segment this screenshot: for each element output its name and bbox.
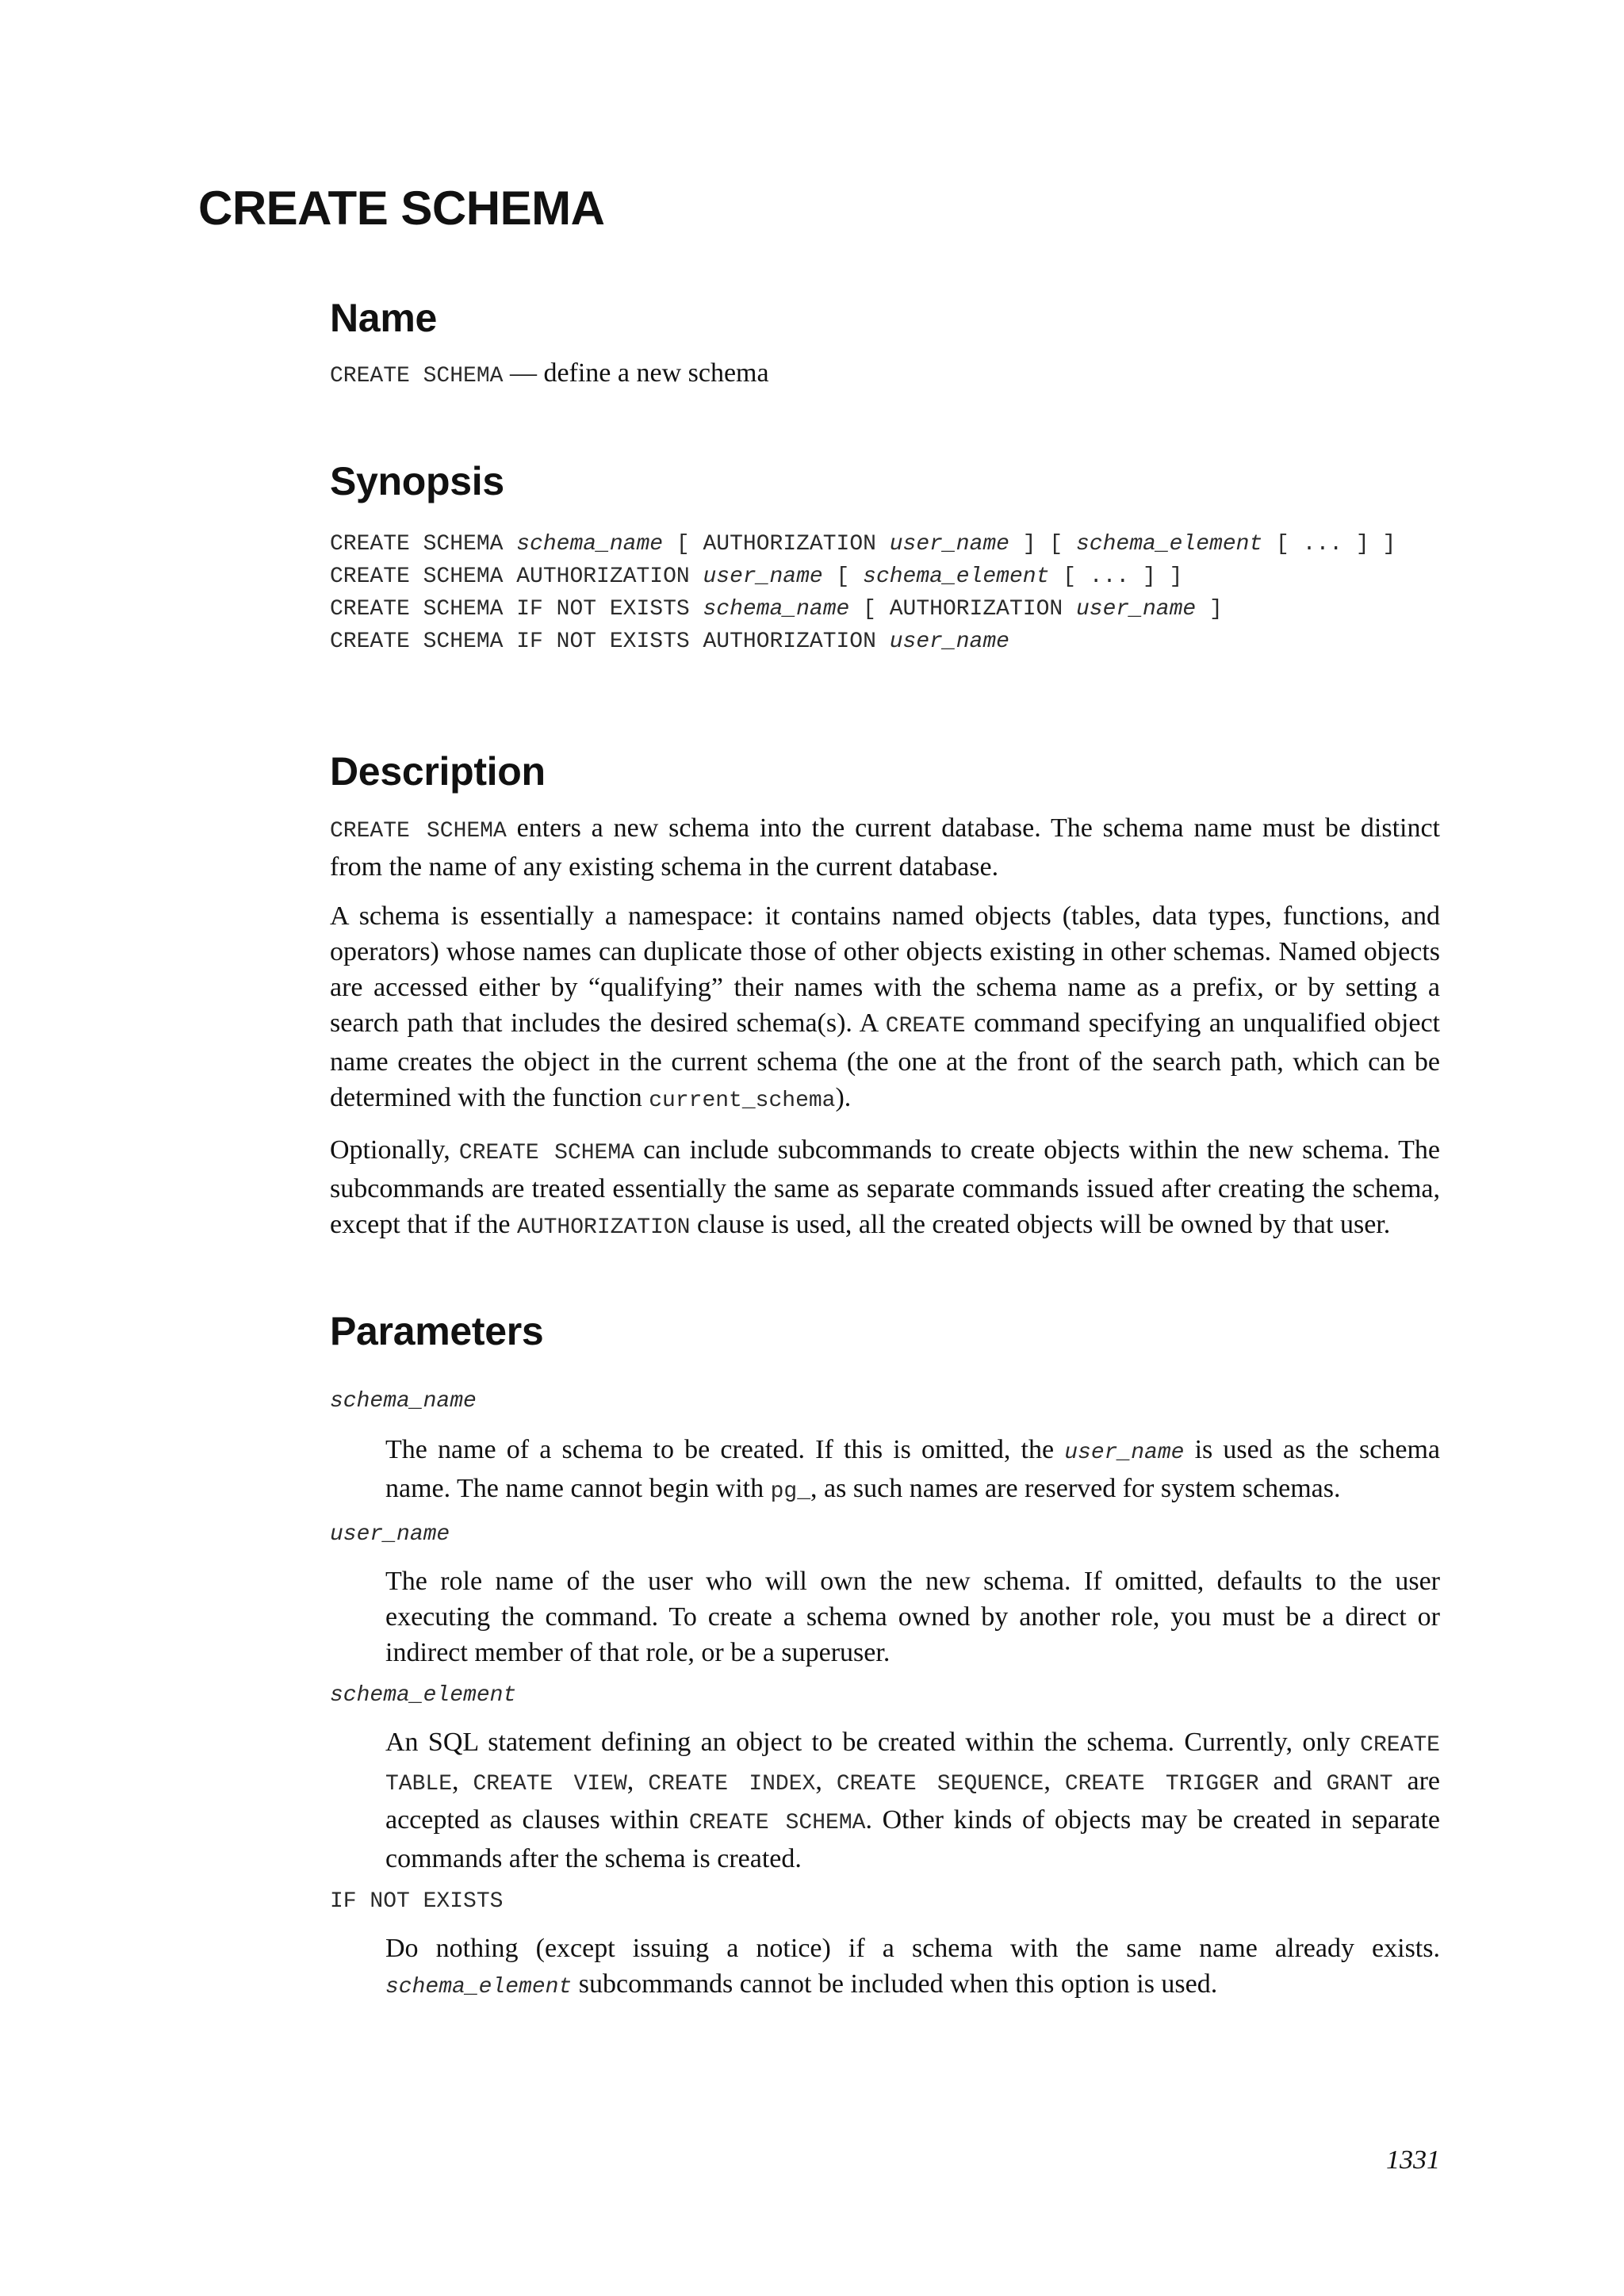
synopsis-code-block <box>330 528 1440 658</box>
inline-code: schema_element <box>385 1975 573 1999</box>
synopsis-keyword: [ ... ] ] <box>1262 532 1396 557</box>
definition-text: An SQL statement defining an object to be created within the schema. Currently, only <box>385 1728 1361 1757</box>
param-def-schema-element <box>385 1724 1440 1877</box>
separator-text: , <box>626 1766 649 1796</box>
inline-code: AUTHORIZATION <box>517 1215 691 1240</box>
inline-code: GRANT <box>1326 1772 1393 1797</box>
synopsis-keyword: CREATE SCHEMA <box>330 532 517 557</box>
description-heading: Description <box>330 749 546 794</box>
inline-code: CREATE TRIGGER <box>1064 1772 1259 1797</box>
synopsis-keyword: [ ... ] ] <box>1049 564 1183 589</box>
param-def-schema-name <box>385 1432 1440 1510</box>
synopsis-heading: Synopsis <box>330 459 504 503</box>
synopsis-line <box>330 593 1440 626</box>
synopsis-line <box>330 561 1440 593</box>
paragraph-text: A schema is essentially a namespace: it contains named objects (tables, data types, functions, and operators) whose names can duplicate those of other objects existing in other schemas. Named objects are accessed either by “qualifying” their names with the schema name as a prefix, or by setting a search path that includes the desired schema(s). A <box>330 901 1440 1038</box>
synopsis-keyword: ] <box>1196 597 1223 622</box>
synopsis-line <box>330 626 1440 658</box>
synopsis-placeholder: schema_name <box>516 532 664 557</box>
synopsis-placeholder: schema_name <box>703 597 850 622</box>
param-def-if-not-exists <box>385 1931 1440 2005</box>
page-title: CREATE SCHEMA <box>198 182 605 235</box>
synopsis-line <box>330 528 1440 561</box>
param-term-schema-element: schema_element <box>330 1683 517 1708</box>
synopsis-keyword: CREATE SCHEMA IF NOT EXISTS AUTHORIZATION <box>330 629 890 654</box>
synopsis-section <box>330 458 1440 658</box>
name-command: CREATE SCHEMA <box>330 364 504 388</box>
synopsis-keyword: [ AUTHORIZATION <box>849 597 1076 622</box>
name-section <box>330 295 1440 394</box>
inline-code: CREATE TABLE <box>385 1733 1440 1797</box>
separator-text: , <box>1044 1766 1065 1796</box>
separator-text: and <box>1258 1766 1327 1796</box>
inline-code: pg_ <box>770 1479 811 1504</box>
paragraph-text: command specifying an unqualified object name creates the object in the current schema (the one at the front of the search path, which can be determined with the function <box>330 1008 1440 1112</box>
synopsis-keyword: CREATE SCHEMA AUTHORIZATION <box>330 564 703 589</box>
synopsis-keyword: ] [ <box>1009 532 1076 557</box>
name-description: — define a new schema <box>503 358 769 388</box>
inline-code: CREATE VIEW <box>473 1772 627 1797</box>
name-line <box>330 355 1440 394</box>
paragraph-text: ). <box>835 1083 852 1112</box>
definition-text: subcommands cannot be included when this option is used. <box>572 1969 1218 1999</box>
param-term-user-name: user_name <box>330 1522 450 1547</box>
synopsis-placeholder: user_name <box>1075 597 1197 622</box>
paragraph-text: clause is used, all the created objects will be owned by that user. <box>690 1210 1391 1239</box>
synopsis-placeholder: user_name <box>889 532 1009 557</box>
inline-code: CREATE SEQUENCE <box>836 1772 1044 1797</box>
separator-text: , <box>452 1766 473 1796</box>
name-heading: Name <box>330 296 437 340</box>
synopsis-keyword: [ <box>822 564 864 589</box>
param-term-schema-name: schema_name <box>330 1389 477 1414</box>
definition-text: . Other kinds of objects may be created in separate commands after the schema is created. <box>385 1805 1440 1873</box>
paragraph-text: enters a new schema into the current database. The schema name must be distinct from the name of any existing schema in the current database. <box>330 813 1440 882</box>
param-def-user-name: The role name of the user who will own the new schema. If omitted, defaults to the user executing the command. To create a schema owned by another role, you must be a direct or indirect member of that role, or be a superuser. <box>385 1567 1440 1667</box>
synopsis-placeholder: user_name <box>889 629 1009 654</box>
inline-code: CREATE <box>885 1014 966 1039</box>
inline-code: CREATE SCHEMA <box>458 1141 634 1165</box>
parameters-section <box>330 1308 1440 2005</box>
definition-text: Do nothing (except issuing a notice) if a schema with the same name already exists. <box>385 1934 1440 1963</box>
definition-text: is used as the schema name. The name cannot begin with <box>385 1435 1440 1503</box>
synopsis-placeholder: schema_element <box>863 564 1050 589</box>
parameters-heading: Parameters <box>330 1309 544 1353</box>
inline-code: CREATE SCHEMA <box>688 1811 866 1835</box>
param-term-if-not-exists: IF NOT EXISTS <box>330 1889 504 1914</box>
synopsis-keyword: CREATE SCHEMA IF NOT EXISTS <box>330 597 703 622</box>
inline-code: current_schema <box>649 1089 836 1113</box>
description-paragraph-3 <box>330 1132 1440 1246</box>
synopsis-keyword: [ AUTHORIZATION <box>663 532 890 557</box>
definition-text: are accepted as clauses within <box>385 1766 1441 1835</box>
description-section <box>330 748 1440 1246</box>
description-paragraph-2 <box>330 898 1440 1119</box>
definition-text: The name of a schema to be created. If this is omitted, the <box>385 1435 1065 1464</box>
inline-code: CREATE INDEX <box>648 1772 816 1797</box>
inline-code: CREATE SCHEMA <box>330 819 507 844</box>
separator-text: , <box>815 1766 837 1796</box>
page-number: 1331 <box>1386 2145 1440 2175</box>
definition-text: , as such names are reserved for system schemas. <box>810 1474 1341 1503</box>
inline-code: user_name <box>1064 1441 1185 1465</box>
synopsis-placeholder: user_name <box>703 564 823 589</box>
paragraph-text: Optionally, <box>330 1135 459 1165</box>
synopsis-placeholder: schema_element <box>1076 532 1263 557</box>
description-paragraph-1 <box>330 810 1440 885</box>
paragraph-text: can include subcommands to create objects within the new schema. The subcommands are treated essentially the same as separate commands issued after creating the schema, except that if the <box>330 1135 1441 1239</box>
